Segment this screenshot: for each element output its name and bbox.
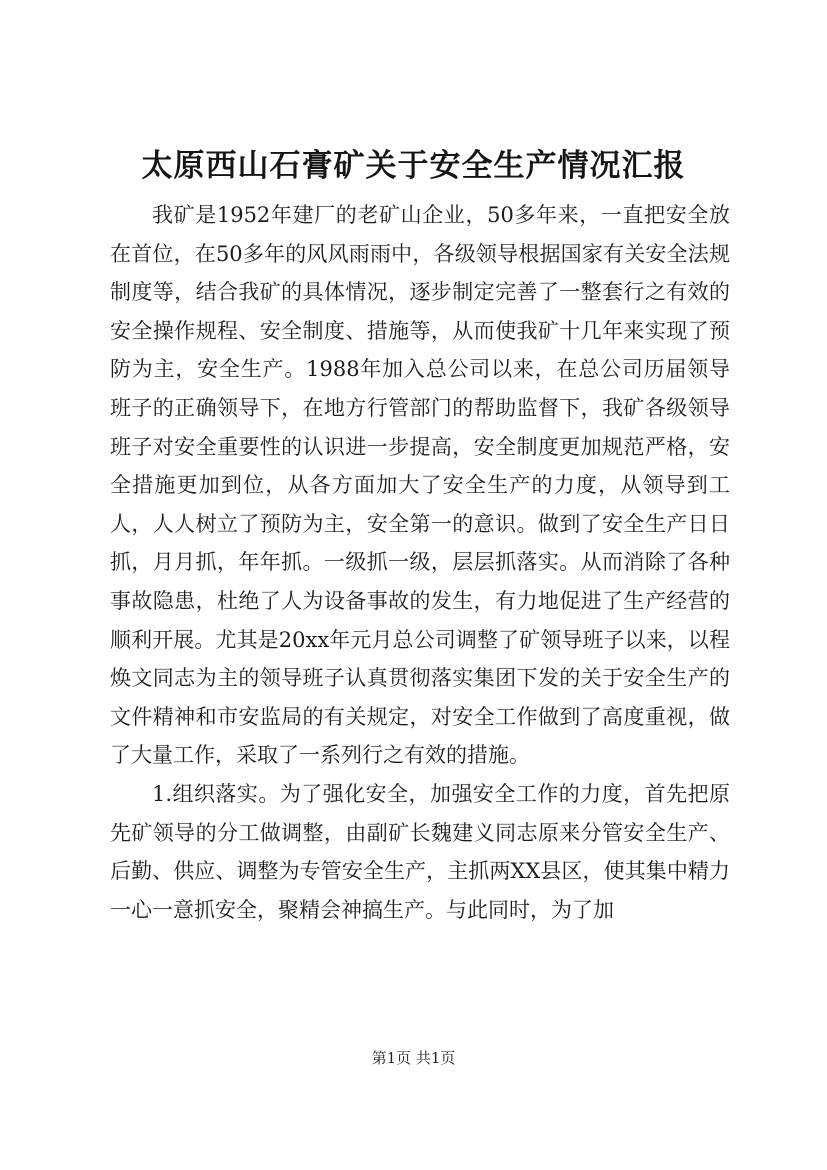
document-title: 太原西山石膏矿关于安全生产情况汇报	[141, 148, 686, 184]
paragraph-intro: 我矿是1952年建厂的老矿山企业，50多年来，一直把安全放在首位，在50多年的风风雨雨中，各级领导根据国家有关安全法规制度等，结合我矿的具体情况，逐步制定完善了一整套行之有效的安全操作规程、安全制度、措施等，从而使我矿十几年来实现了预防为主，安全生产。1988年加入总公司以来，在总公司历届领导班子的正确领导下，在地方行管部门的帮助监督下，我矿各级领导班子对安全重要性的认识进一步提高，安全制度更加规范严格，安全措施更加到位，从各方面加大了安全生产的力度，从领导到工人，人人树立了预防为主，安全第一的意识。做到了安全生产日日抓，月月抓，年年抓。一级抓一级，层层抓落实。从而消除了各种事故隐患，杜绝了人为设备事故的发生，有力地促进了生产经营的顺利开展。尤其是20xx年元月总公司调整了矿领导班子以来，以程焕文同志为主的领导班子认真贯彻落实集团下发的关于安全生产的文件精神和市安监局的有关规定，对安全工作做到了高度重视，做了大量工作，采取了一系列行之有效的措施。	[110, 203, 730, 768]
document-body	[110, 196, 730, 929]
page-number-footer: 第1页 共1页	[371, 1049, 456, 1067]
paragraph-organization: 1.组织落实。为了强化安全，加强安全工作的力度，首先把原先矿领导的分工做调整，由副矿长魏建义同志原来分管安全生产、后勤、供应、调整为专管安全生产，主抓两XX县区，使其集中精力一心一意抓安全，聚精会神搞生产。与此同时，为了加	[110, 781, 730, 922]
